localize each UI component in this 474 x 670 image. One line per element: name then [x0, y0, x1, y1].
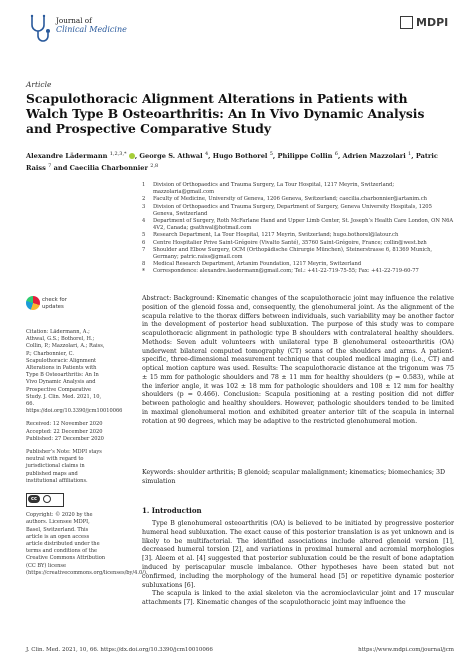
- affiliation-number: 5: [142, 232, 146, 239]
- affiliation-item: [142, 247, 454, 261]
- author-affiliation-marker: 1,2,3,*: [109, 151, 127, 157]
- page-footer: [26, 647, 454, 653]
- keywords: Keywords: shoulder arthritis; B glenoid; scapular malalignment; kinematics; biomechanics; 3D simulation: [142, 469, 446, 485]
- intro-paragraph-2: The scapula is linked to the axial skeleton via the acromioclavicular joint and 17 muscular attachments [7]. Kinematic changes of the scapulothoracic joint may influence the: [142, 590, 454, 607]
- affiliation-item: [142, 218, 454, 232]
- affiliation-text: Faculty of Medicine, University of Geneva, 1206 Geneva, Switzerland; caecilia.charbonnier@artanim.ch: [153, 196, 427, 203]
- affiliation-text: Division of Orthopaedics and Trauma Surgery, Department of Surgery, Geneva University Hospitals, 1205 Geneva, Switzerland: [153, 203, 432, 217]
- publisher-note: Publisher’s Note: MDPI stays neutral with regard to jurisdictional claims in published maps and institutional affiliations.: [26, 449, 102, 484]
- affiliation-number: 8: [142, 261, 146, 268]
- mdpi-logo-icon: [400, 16, 413, 29]
- author-affiliation-marker: 1: [408, 151, 412, 157]
- affiliation-text: Medical Research Department, Artanim Foundation, 1217 Meyrin, Switzerland: [153, 261, 362, 268]
- author-name: Caecilia Charbonnier: [69, 164, 148, 173]
- accepted-date: Accepted: 22 December 2020: [26, 428, 103, 435]
- section-heading: 1. Introduction: [142, 506, 202, 515]
- journal-name: [56, 16, 127, 34]
- affiliation-number: 6: [142, 239, 146, 246]
- publisher-name: MDPI: [416, 16, 449, 29]
- affiliation-number: 3: [142, 203, 146, 210]
- author-name: George S. Athwal: [139, 152, 203, 161]
- affiliation-text: Division of Orthopaedics and Trauma Surgery, La Tour Hospital, 1217 Meyrin, Switzerland; mazzolaria@gmail.com: [153, 182, 395, 196]
- copyright: Copyright: © 2020 by the authors. Licensee MDPI, Basel, Switzerland. This article is an open access article distributed under the terms and conditions of the Creative Commons Attribution (CC BY) license (https://creativecommons.org/licenses/by/4.0/).: [26, 512, 148, 576]
- abstract: Abstract: Background: Kinematic changes of the scapulothoracic joint may influence the relative position of the glenoid fossa and, consequently, the glenohumeral joint. As the alignment of the scapula relative to the thorax differs between individuals, such variability may be another factor in the development of posterior head subluxation. The purpose of this study was to compare scapulothoracic alignment in pathologic type B shoulders with contralateral healthy shoulders. Methods: Seven adult volunteers with unilateral type B glenohumeral osteoarthritis (OA) underwent bilateral computed tomography (CT) scans of the shoulders and arms. A patient-specific, three-dimensional measurement technique that coupled medical imaging (i.e., CT) and optical motion capture was used. Results: The scapulothoracic distance at the trigonum was 75 ± 15 mm for pathologic shoulders and 78 ± 11 mm for healthy shoulders (p = 0.583), while at the inferior angle, it was 102 ± 18 mm for pathologic shoulders and 108 ± 12 mm for healthy shoulders (p = 0.466). Conclusion: Scapula positioning at a resting position did not differ between pathologic and healthy shoulders. However, pathologic shoulders tended to be limited in maximal glenohumeral motion and exhibited greater anterior tilt of the scapula in internal rotation at 90 degrees, which may be adaptive to the restricted glenohumeral motion.: [142, 295, 454, 425]
- affiliation-item: [142, 204, 454, 218]
- received-date: Received: 12 November 2020: [26, 421, 103, 428]
- author-affiliation-marker: 5: [269, 151, 273, 157]
- author-affiliation-marker: 6: [334, 151, 338, 157]
- cc-label: cc: [28, 495, 40, 503]
- affiliation-item: [142, 232, 454, 239]
- stethoscope-icon: [26, 14, 50, 44]
- affiliation-text: Research Department, La Tour Hospital, 1217 Meyrin, Switzerland; hugo.bothorel@latour.ch: [153, 232, 399, 239]
- sidebar: [26, 329, 148, 577]
- affiliation-text: Centre Hospitalier Prive Saint-Grégoire (Vivalto Santé), 35760 Saint-Grégoire, France; collin@west.bzh: [153, 239, 427, 246]
- author-name: Patric Raiss: [26, 152, 438, 173]
- author-name: Hugo Bothorel: [212, 152, 268, 161]
- check-for-updates-button[interactable]: [26, 294, 72, 320]
- check-updates-label: check for updates: [42, 297, 67, 310]
- affiliation-number: 2: [142, 196, 146, 203]
- affiliation-text: Shoulder and Elbow Surgery, OCM (Orthopädische Chirurgie München), Steinerstrasse 6, 81369 Munich, Germany; patric.raiss@gmail.com: [153, 246, 433, 261]
- author-name: Alexandre Lädermann: [26, 152, 108, 161]
- article-title: Scapulothoracic Alignment Alterations in Patients with Walch Type B Osteoarthritis: An In Vivo Dynamic Analysis and Prospective Comparative Study: [26, 91, 425, 136]
- footer-url[interactable]: https://www.mdpi.com/journal/jcm: [358, 647, 454, 653]
- intro-paragraph-1: Type B glenohumeral osteoarthritis (OA) is believed to be initiated by progressive posterior humeral head subluxation. The exact cause of this posterior translation is as yet unknown and is likely to be multifactorial. The identified associations include altered glenoid version [1], decreased humeral torsion [2], and variations in proximal humeral and acromial morphologies [3]. Aleem et al. [4] suggested that posterior subluxation could be the result of bone adaptation induced by periscapular muscle imbalance. Other hypotheses have been stated but not confirmed, including the morphology of the humeral head [5] or repetitive dynamic posterior subluxations [6].: [142, 520, 454, 589]
- cc-by-license-badge[interactable]: [26, 493, 64, 507]
- author-name: Adrien Mazzolari: [342, 152, 406, 161]
- affiliation-text: Correspondence: alexandre.laedermann@gmail.com; Tel.: +41-22-719-75-55; Fax: +41-22-719-60-77: [153, 268, 419, 275]
- affiliation-number: 7: [142, 246, 146, 253]
- affiliation-item: [142, 196, 454, 203]
- author-affiliation-marker: 4: [204, 151, 209, 157]
- introduction-text: [142, 520, 454, 608]
- check-updates-icon: [26, 296, 40, 310]
- affiliation-number: 1: [142, 182, 146, 188]
- footer-citation: J. Clin. Med. 2021, 10, 66. https://dx.doi.org/10.3390/jcm10010066: [26, 647, 213, 653]
- attribution-icon: [43, 495, 51, 503]
- affiliation-number: *: [142, 268, 145, 276]
- author-affiliation-marker: 2,8: [150, 163, 159, 170]
- author-affiliation-marker: 7: [48, 163, 52, 170]
- affiliation-item: [142, 240, 454, 247]
- affiliation-item: [142, 182, 454, 196]
- affiliation-item: [142, 268, 454, 275]
- journal-name-line1: Journal of: [56, 16, 92, 25]
- journal-name-line2: Clinical Medicine: [56, 25, 127, 34]
- affiliations: [142, 182, 454, 276]
- author-list: Alexandre Lädermann $^{1,2,3,*}$ , George S. Athwal $^4$, Hugo Bothorel $^5$, Philippe Collin $^6$, Adrien Mazzolari $^1$, Patric Raiss $^7$ and Caecilia Charbonnier $^{2,8}$: [26, 151, 438, 173]
- citation: Citation: Lädermann, A.; Athwal, G.S.; Bothorel, H.; Collin, P.; Mazzolari, A.; Raiss, P.; Charbonnier, C. Scapulothoracic Alignment Alterations in Patients with Type B Osteoarthritis: An In Vivo Dynamic Analysis and Prospective Comparative Study. J. Clin. Med. 2021, 10, 66. https://doi.org/10.3390/jcm10010066: [26, 329, 123, 415]
- affiliation-number: 4: [142, 218, 146, 225]
- orcid-icon[interactable]: [129, 153, 135, 159]
- publisher-logo: [400, 15, 449, 31]
- author-name: Philippe Collin: [277, 152, 333, 161]
- affiliation-text: Department of Surgery, Roth McFarlane Hand and Upper Limb Center, St. Joseph’s Health Care London, ON N6A 4V2, Canada; gsathwal@hotmail.com: [153, 218, 454, 232]
- published-date: Published: 27 December 2020: [26, 435, 104, 442]
- article-type: Article: [26, 80, 52, 89]
